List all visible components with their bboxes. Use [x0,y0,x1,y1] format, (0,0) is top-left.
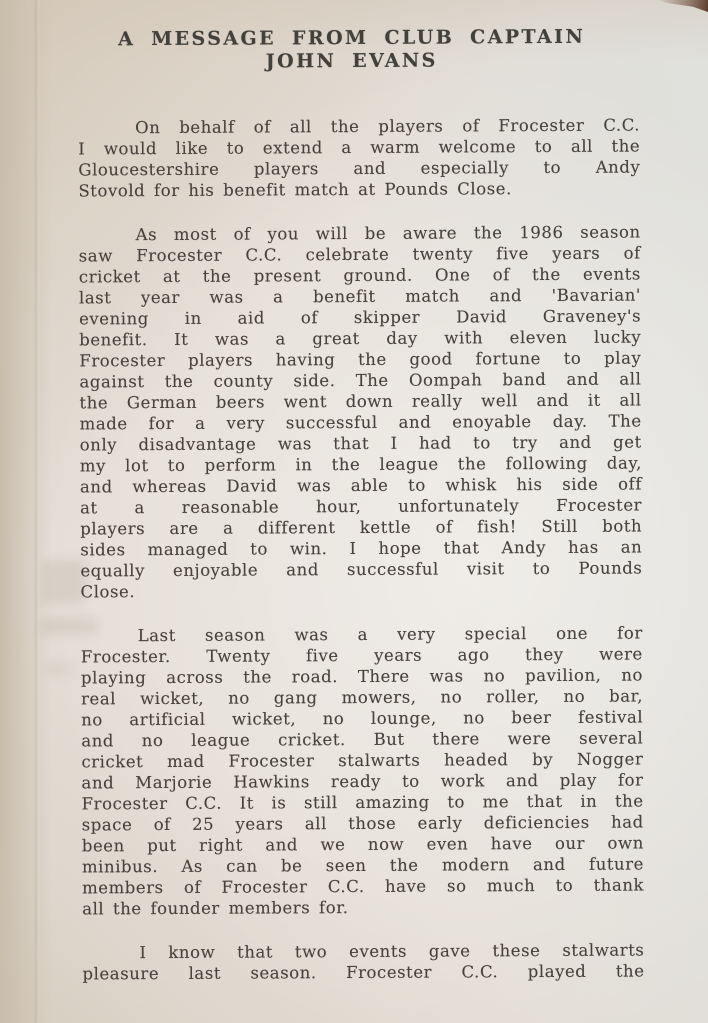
text-line: On behalf of all the players of Frocester C.C. [135,115,641,138]
text-line: playing across the road. There was no pavilion, no [80,665,644,688]
text-line: last year was a benefit match and 'Bavarian' [78,285,642,308]
text-line: made for a very successful and enoyable day. The [79,411,642,434]
text-line: the German beers went down really well and it all [79,390,642,413]
text-line: Stovold for his benefit match at Pounds Close. [78,179,512,201]
text-line: Frocester C.C. It is still amazing to me that in the [81,791,644,814]
text-line: sides managed to win. I hope that Andy has an [80,537,643,560]
text-line: cricket at the present ground. One of the events [78,264,641,287]
paragraph-1 [78,114,640,201]
text-line: only disadvantage was that I had to try and get [79,432,642,455]
text-line: members of Frocester C.C. have so much to thank [82,875,645,898]
text-line: evening in aid of skipper David Graveney's [79,306,642,329]
text-line: and no league cricket. But there were several [81,728,644,751]
text-line: Close. [80,582,136,602]
text-line: I would like to extend a warm welcome to all the [78,136,641,159]
text-line: and Marjorie Hawkins ready to work and play for [81,770,644,793]
text-line: cricket mad Frocester stalwarts headed by Nogger [81,749,644,772]
text-line: against the county side. The Oompah band and all [79,369,642,392]
text-line: benefit. It was a great day with eleven lucky [79,327,642,350]
text-line: no artificial wicket, no lounge, no beer festival [81,707,644,730]
text-line: been put right and we now even have our own [81,833,644,856]
text-line: Frocester players having the good fortune to play [79,348,642,371]
text-line: real wicket, no gang mowers, no roller, no bar, [81,686,644,709]
message-body [78,114,645,984]
text-line: As most of you will be aware the 1986 season [135,222,641,245]
title-line-2: JOHN EVANS [265,49,438,73]
text-line: at a reasonable hour, unfortunately Frocester [80,495,643,518]
paragraph-2 [79,221,643,602]
text-line: and whereas David was able to whisk his side off [79,474,643,497]
text-line: players are a different kettle of fish! Still both [80,516,643,539]
page-title [0,25,706,75]
text-line: minibus. As can be seen the modern and future [81,854,645,877]
text-line: pleasure last season. Frocester C.C. played the [82,961,645,984]
text-line: my lot to perform in the league the following day, [79,453,642,476]
text-line: I know that two events gave these stalwarts [139,940,645,963]
text-line: space of 25 years all those early deficiencies had [81,812,644,835]
text-line: saw Frocester C.C. celebrate twenty five years of [78,243,641,266]
text-line: Gloucestershire players and especially to Andy [78,157,641,180]
paragraph-3 [81,622,645,919]
text-line: equally enjoyable and successful visit to Pounds [80,558,643,581]
text-line: Frocester. Twenty five years ago they were [80,644,643,667]
text-line: all the founder members for. [82,898,349,919]
paragraph-4 [82,939,644,984]
text-line: Last season was a very special one for [137,623,643,646]
title-line-1: A MESSAGE FROM CLUB CAPTAIN [117,25,586,51]
